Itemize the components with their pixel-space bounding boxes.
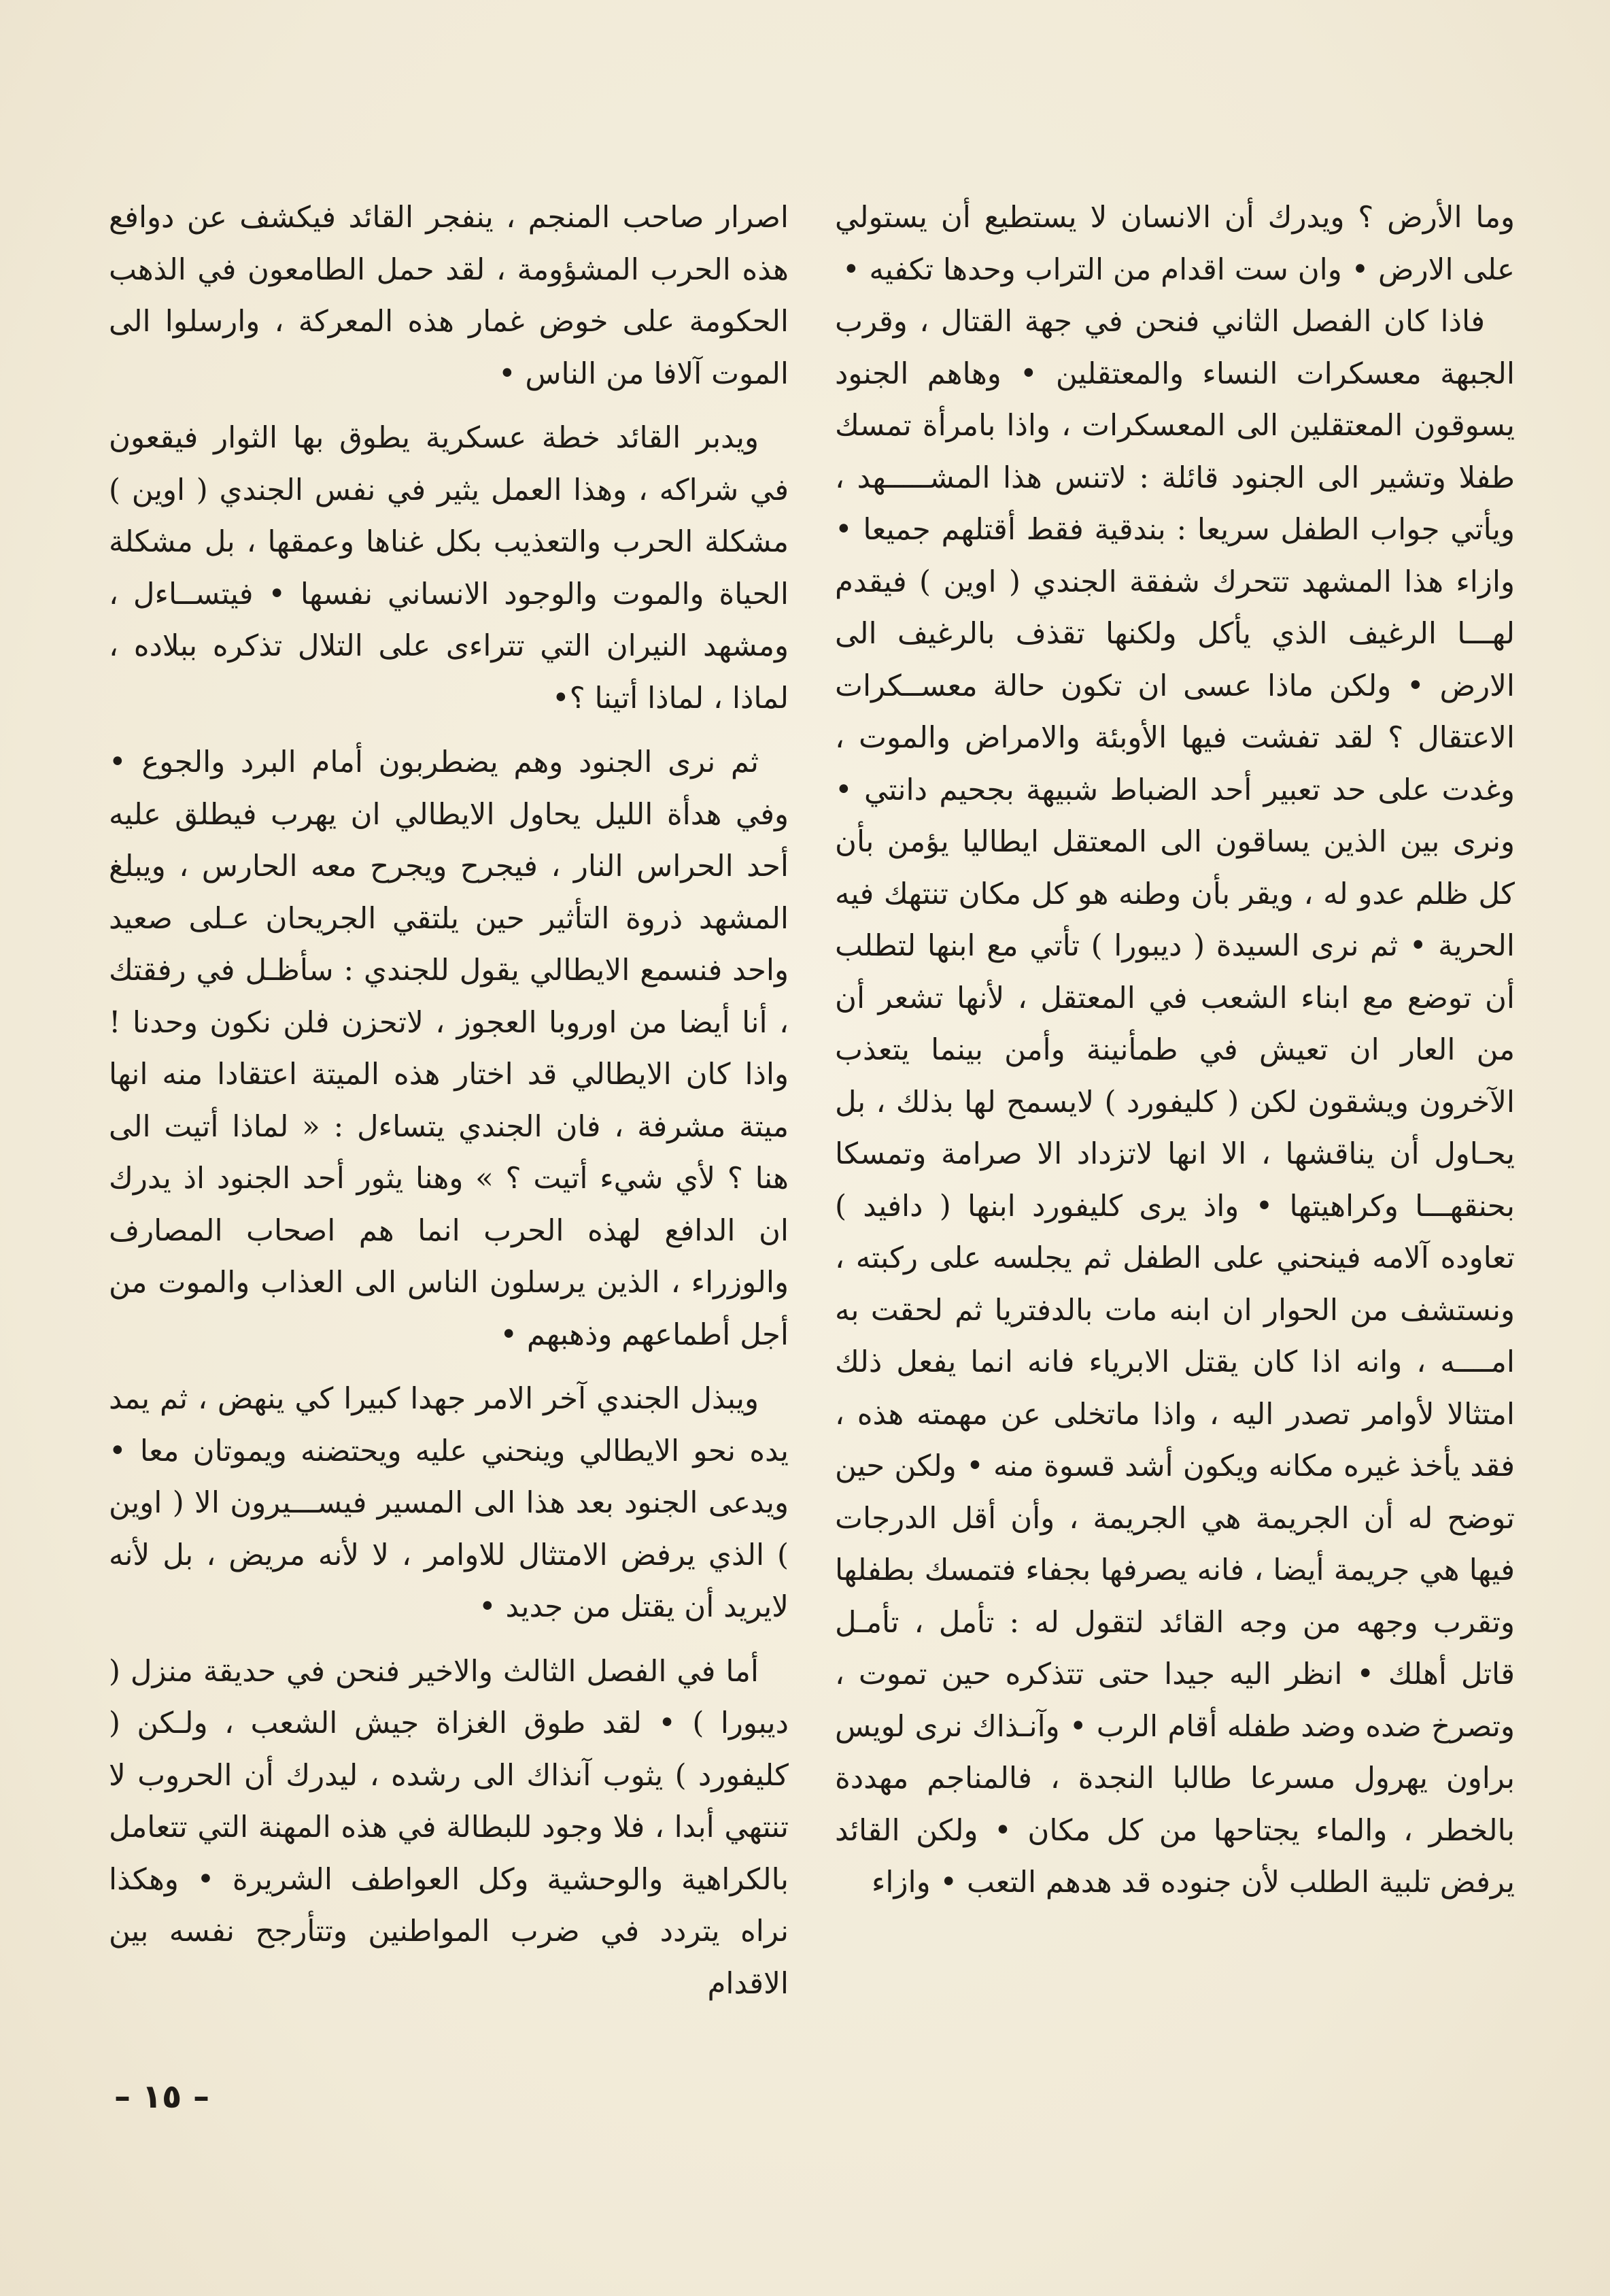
paragraph: ويبذل الجندي آخر الامر جهدا كبيرا كي ينهض ، ثم يمد يده نحو الايطالي وينحني عليه ويحتضنه ويموتان معا • ويدعى الجنود بعد هذا الى المسير فيســـيرون الا ( اوين ) الذي يرفض الامتثال للاوامر ، لا لأنه مريض ، بل لأنه لايريد أن يقتل من جديد • xyxy=(109,1382,789,1624)
paragraph: فاذا كان الفصل الثاني فنحن في جهة القتال ، وقرب الجبهة معسكرات النساء والمعتقلين • وهاهم الجنود يسوقون المعتقلين الى المعسكرات ، واذا بامرأة تمسك طفلا وتشير الى الجنود قائلة : لاتنس هذا المشـــــهد ، ويأتي جواب الطفل سريعا : بندقية فقط أقتلهم جميعا • وازاء هذا المشهد تتحرك شفقة الجندي ( اوين ) فيقدم لهـــا الرغيف الذي يأكل ولكنها تقذف بالرغيف الى الارض • ولكن ماذا عسى ان تكون حالة معســكرات الاعتقال ؟ لقد تفشت فيها الأوبئة والامراض والموت ، وغدت على حد تعبير أحد الضباط شبيهة بجحيم دانتي • ونرى بين الذين يساقون الى المعتقل ايطاليا يؤمن بأن كل ظلم عدو له ، ويقر بأن وطنه هو كل مكان تنتهك فيه الحرية • ثم نرى السيدة ( ديبورا ) تأتي مع ابنها لتطلب أن توضع مع ابناء الشعب في المعتقل ، لأنها تشعر أن من العار ان تعيش في طمأنينة وأمن بينما يتعذب الآخرون ويشقون لكن ( كليفورد ) لايسمح لها بذلك ، بل يحـاول أن يناقشها ، الا انها لاتزداد الا صرامة وتمسكا بحنقهـــا وكراهيتها • واذ يرى كليفورد ابنها ( دافيد ) تعاوده آلامه فينحني على الطفل ثم يجلسه على ركبته ، ونستشف من الحوار ان ابنه مات بالدفتريا ثم لحقت به امــــه ، وانه اذا كان يقتل الابرياء فانه انما يفعل ذلك امتثالا لأوامر تصدر اليه ، واذا ماتخلى عن مهمته هذه ، فقد يأخذ غيره مكانه ويكون أشد قسوة منه • ولكن حين توضح له أن الجريمة هي الجريمة ، وأن أقل الدرجات فيها هي جريمة أيضا ، فانه يصرفها بجفاء فتمسك بطفلها وتقرب وجهه من وجه القائد لتقول له : تأمل ، تأمـل قاتل أهلك • انظر اليه جيدا حتى تتذكره حين تموت ، وتصرخ ضده وضد طفله أقام الرب • وآنـذاك نرى لويس براون يهرول مسرعا طالبا النجدة ، فالمناجم مهددة بالخطر ، والماء يجتاحها من كل مكان • ولكن القائد يرفض تلبية الطلب لأن جنوده قد هدهم التعب • وازاء xyxy=(835,305,1515,1900)
paragraph: ويدبر القائد خطة عسكرية يطوق بها الثوار فيقعون في شراكه ، وهذا العمل يثير في نفس الجندي ( اوين ) مشكلة الحرب والتعذيب بكل غناها وعمقها ، بل مشكلة الحياة والموت والوجود الانساني نفسها • فيتســاءل ، ومشهد النيران التي تتراءى على التلال تذكره ببلاده ، لماذا ، لماذا أتينا ؟• xyxy=(109,421,789,715)
right-text-column xyxy=(835,192,1515,2042)
left-text-column xyxy=(109,192,789,2042)
paragraph: أما في الفصل الثالث والاخير فنحن في حديقة منزل ( ديبورا ) • لقد طوق الغزاة جيش الشعب ، ولـكن ( كليفورد ) يثوب آنذاك الى رشده ، ليدرك أن الحروب لا تنتهي أبدا ، فلا وجود للبطالة في هذه المهنة التي تتعامل بالكراهية والوحشية وكل العواطف الشريرة • وهكذا نراه يتردد في ضرب المواطنين وتتأرجح نفسه بين الاقدام xyxy=(109,1654,789,2001)
paragraph: اصرار صاحب المنجم ، ينفجر القائد فيكشف عن دوافع هذه الحرب المشؤومة ، لقد حمل الطامعون في الذهب الحكومة على خوض غمار هذه المعركة ، وارسلوا الى الموت آلافا من الناس • xyxy=(109,201,789,391)
paragraph: وما الأرض ؟ ويدرك أن الانسان لا يستطيع أن يستولي على الارض • وان ست اقدام من التراب وحدها تكفيه • xyxy=(835,201,1515,287)
paragraph: ثم نرى الجنود وهم يضطربون أمام البرد والجوع • وفي هدأة الليل يحاول الايطالي ان يهرب فيطلق عليه أحد الحراس النار ، فيجرح ويجرح معه الحارس ، ويبلغ المشهد ذروة التأثير حين يلتقي الجريحان عـلى صعيد واحد فنسمع الايطالي يقول للجندي : سأظـل في رفقتك ، أنا أيضا من اوروبا العجوز ، لاتحزن فلن نكون وحدنا ! واذا كان الايطالي قد اختار هذه الميتة اعتقادا منه انها ميتة مشرفة ، فان الجندي يتساءل : « لماذا أتيت الى هنا ؟ لأي شيء أتيت ؟ » وهنا يثور أحد الجنود اذ يدرك ان الدافع لهذه الحرب انما هم اصحاب المصارف والوزراء ، الذين يرسلون الناس الى العذاب والموت من أجل أطماعهم وذهبهم • xyxy=(109,745,789,1352)
page-number: – ١٥ – xyxy=(114,2078,210,2116)
